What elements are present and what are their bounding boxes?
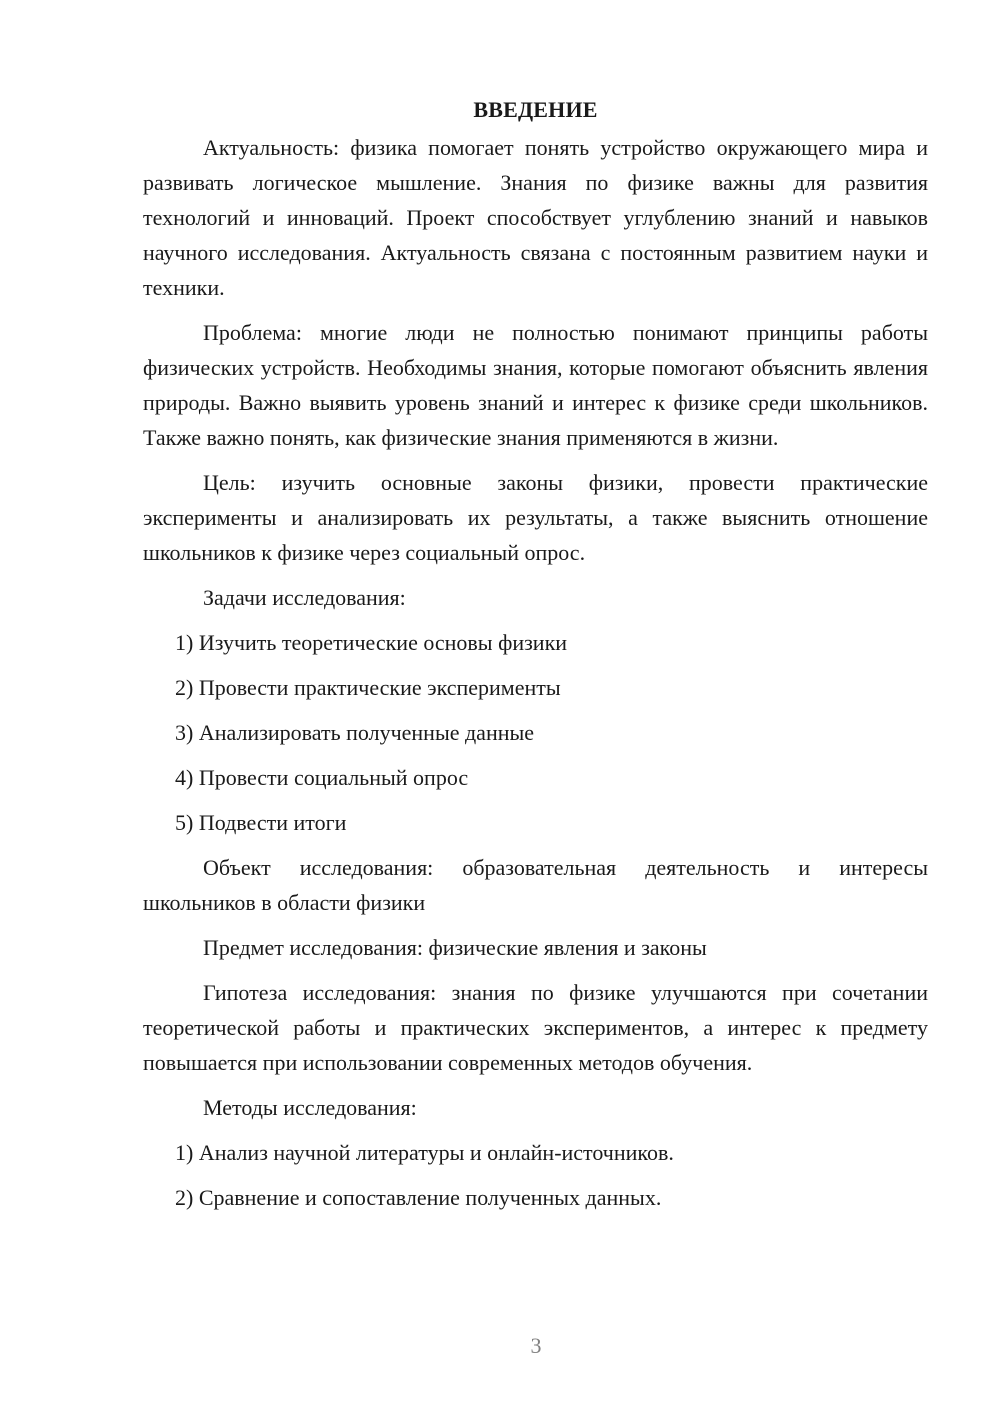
list-item: 5) Подвести итоги (175, 810, 347, 835)
page-number: 3 (530, 1333, 542, 1358)
list-item: 1) Изучить теоретические основы физики (175, 630, 568, 655)
list-item: 2) Провести практические эксперименты (175, 675, 561, 700)
hypothesis-paragraph: Гипотеза исследования: знания по физике улучшаются при сочетании теоретической работы и практических экспериментов, а интерес к предмету повышается при использовании современных методов обучения. (143, 980, 928, 1075)
object-paragraph: Объект исследования: образовательная деятельность и интересы школьников в области физики (143, 855, 928, 915)
list-item: 1) Анализ научной литературы и онлайн-источников. (175, 1140, 674, 1165)
goal-paragraph: Цель: изучить основные законы физики, провести практические эксперименты и анализировать их результаты, а также выяснить отношение школьников к физике через социальный опрос. (143, 470, 928, 565)
problem-paragraph: Проблема: многие люди не полностью понимают принципы работы физических устройств. Необходимы знания, которые помогают объяснить явления природы. Важно выявить уровень знаний и интерес к физике среди школьников. Также важно понять, как физические знания применяются в жизни. (143, 320, 928, 450)
methods-list (143, 1135, 928, 1215)
list-item: 2) Сравнение и сопоставление полученных данных. (175, 1185, 662, 1210)
subject-paragraph: Предмет исследования: физические явления и законы (203, 935, 707, 960)
section-title: ВВЕДЕНИЕ (473, 97, 598, 122)
list-item: 4) Провести социальный опрос (175, 765, 469, 790)
document-page (143, 92, 928, 1225)
list-item: 3) Анализировать полученные данные (175, 720, 535, 745)
tasks-list (143, 625, 928, 840)
tasks-heading: Задачи исследования: (203, 585, 406, 610)
methods-heading: Методы исследования: (203, 1095, 417, 1120)
relevance-paragraph: Актуальность: физика помогает понять устройство окружающего мира и развивать логическое мышление. Знания по физике важны для развития технологий и инноваций. Проект способствует углублению знаний и навыков научного исследования. Актуальность связана с постоянным развитием науки и техники. (143, 135, 928, 300)
